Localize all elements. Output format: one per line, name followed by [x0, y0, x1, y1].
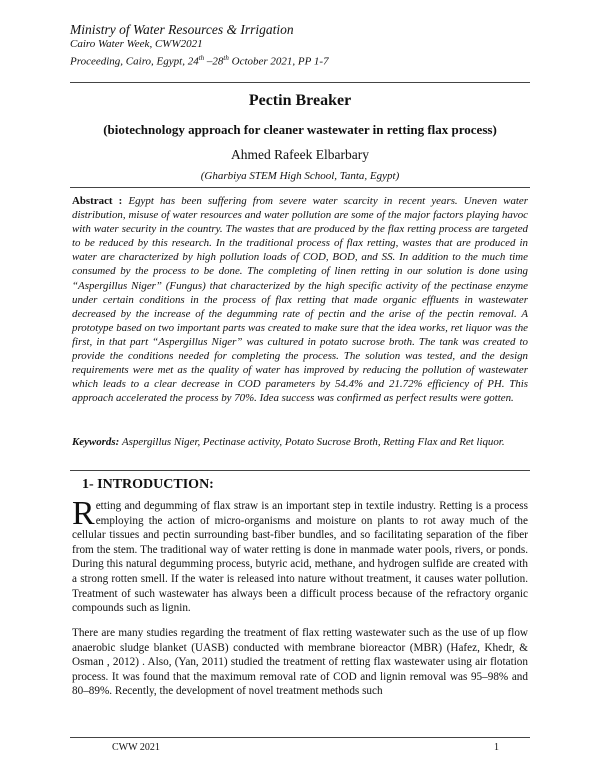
drop-cap: R [72, 495, 95, 532]
header-proceeding [70, 51, 329, 69]
paper-title: Pectin Breaker [248, 92, 352, 109]
header-sup-2: th [223, 54, 229, 62]
keywords-text: Aspergillus Niger, Pectinase activity, Potato Sucrose Broth, Retting Flax and Ret liquor. [121, 436, 505, 448]
keywords-label: Keywords: [72, 436, 120, 448]
running-header [70, 22, 329, 69]
body-paragraph-1 [72, 495, 528, 616]
keywords [72, 435, 528, 449]
footer-rule [70, 737, 530, 738]
header-proceeding-mid: –28 [204, 55, 224, 68]
abstract-label: Abstract : [72, 195, 123, 207]
abstract [72, 194, 528, 405]
author-affiliation: (Gharbiya STEM High School, Tanta, Egypt) [200, 170, 400, 182]
abstract-text: Egypt has been suffering from severe water scarcity in recent years. Uneven water distribution, misuse of water resources and water pollution are some of the major factors playing havoc with water security in the country. The wastes that are produced by the flax retting process are targeted to be reduced by this research. In the traditional process of flax retting, wastes that are produced in water are characterized by high pollution loads of COD, BOD, and SS. In addition to the much time consumed by the process to be done. The completing of linen retting in our solution is done using “Aspergillus Niger” (Fungus) that characterized by the high specific activity of the pectinase enzyme under certain conditions in the process of flax retting that made organic effluents in wastewater decreased by the increase of the degumming rate of pectin and the arise of the pectin removal. A prototype based on two important parts was created to make sure that the idea works, ret liquor was the first, in that part “Aspergillus Niger” was cultured in potato sucrose broth. The tank was created to provide the conditions needed for completing the process. The solution was tested, and the design requirements were met as the quality of water has improved by reducing the pollution of wastewater which leads to a clear decrease in COD parameters by 54.4% and 21.72% efficiency of PH. This approach accelerated the process by 70%. Idea success was confirmed as perfect results were gotten. [72, 195, 528, 405]
paragraph-1-text: etting and degumming of flax straw is an important step in textile industry. Retting is a process employing the action of micro-organisms and moisture on plants to rot away much of the cellular tissues and pectin surrounding bast-fiber bundles, and so facilitating separation of the fiber from the stem. The traditional way of water retting is done in manmade water pools, rivers, or ponds. During this natural degumming process, butyric acid, methane, and hydrogen sulfide are created with a strong rotten smell. If the water is released into nature without treatment, it causes water pollution. Treatment of such wastewater has always been a difficult process because of the refractory organic compounds such as lignin. [72, 500, 528, 615]
header-proceeding-start: Proceeding, Cairo, Egypt, 24 [70, 55, 199, 68]
header-ministry: Ministry of Water Resources & Irrigation [70, 22, 294, 37]
header-sup-1: th [198, 54, 205, 62]
paper-subtitle: (biotechnology approach for cleaner wastewater in retting flax process) [103, 122, 497, 137]
footer-conference: CWW 2021 [112, 742, 160, 753]
header-proceeding-end: October 2021, PP 1-7 [228, 55, 329, 68]
author-name: Ahmed Rafeek Elbarbary [231, 147, 369, 162]
body-paragraph-2: There are many studies regarding the treatment of flax retting wastewater such as the use of up flow anaerobic sludge blanket (UASB) conducted with membrane bioreactor (MBR) (Hafez, Khedr, & Osman , 2012) . Also, (Yan, 2011) studied the treatment of retting flax wastewater using air flotation process. It was found that the maximum removal rate of COD and lignin removal was 95–98% and 80–89%. Recently, the development of novel treatment methods such [72, 627, 528, 698]
page-number: 1 [494, 742, 499, 753]
header-event: Cairo Water Week, CWW2021 [70, 38, 203, 50]
header-rule [70, 82, 530, 83]
section-heading: 1- INTRODUCTION: [82, 477, 214, 492]
